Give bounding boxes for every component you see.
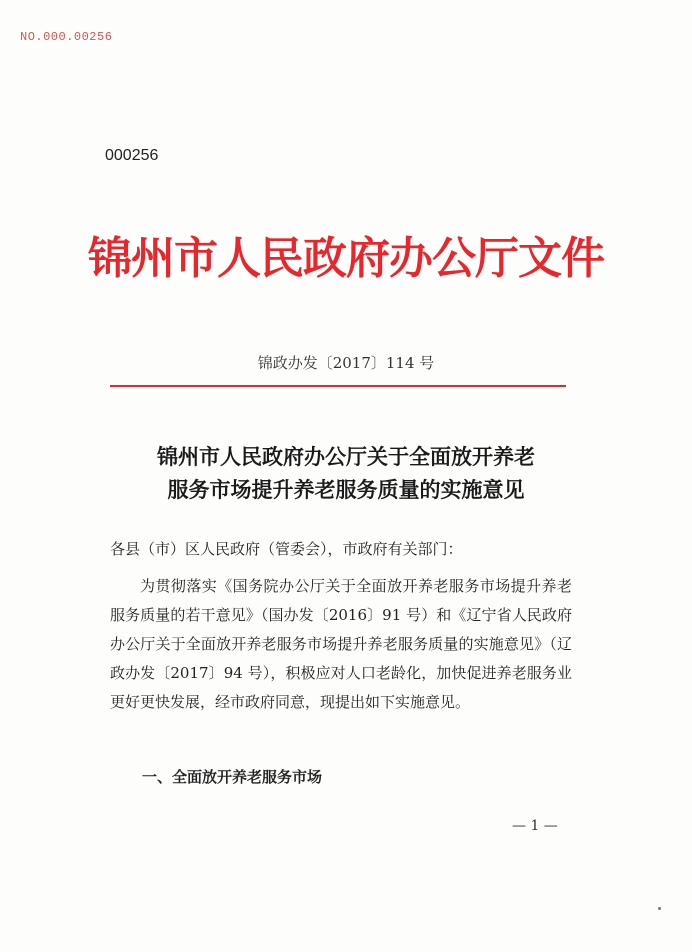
red-divider <box>110 385 566 387</box>
body-paragraph: 为贯彻落实《国务院办公厅关于全面放开养老服务市场提升养老服务质量的若干意见》（国办发〔2016〕91 号）和《辽宁省人民政府办公厅关于全面放开养老服务市场提升养老服务质量的实施意见》（辽政办发〔2017〕94 号），积极应对人口老龄化，加快促进养老服务业更好更快发展，经市政府同意，现提出如下实施意见。 <box>110 577 572 711</box>
document-number: 000256 <box>105 147 159 164</box>
file-number: 锦政办发〔2017〕114 号 <box>257 354 435 372</box>
serial-stamp: NO.000.00256 <box>20 30 113 44</box>
document-title-line-1: 锦州市人民政府办公厅关于全面放开养老 <box>157 444 535 469</box>
scan-speck <box>658 907 661 910</box>
addressee: 各县（市）区人民政府（管委会），市政府有关部门： <box>110 540 463 558</box>
header-title: 锦州市人民政府办公厅文件 <box>88 233 604 284</box>
page-number: — 1 — <box>512 818 558 834</box>
document-title-line-2: 服务市场提升养老服务质量的实施意见 <box>167 477 525 502</box>
section-heading: 一、全面放开养老服务市场 <box>142 768 323 786</box>
document-title <box>0 440 692 506</box>
